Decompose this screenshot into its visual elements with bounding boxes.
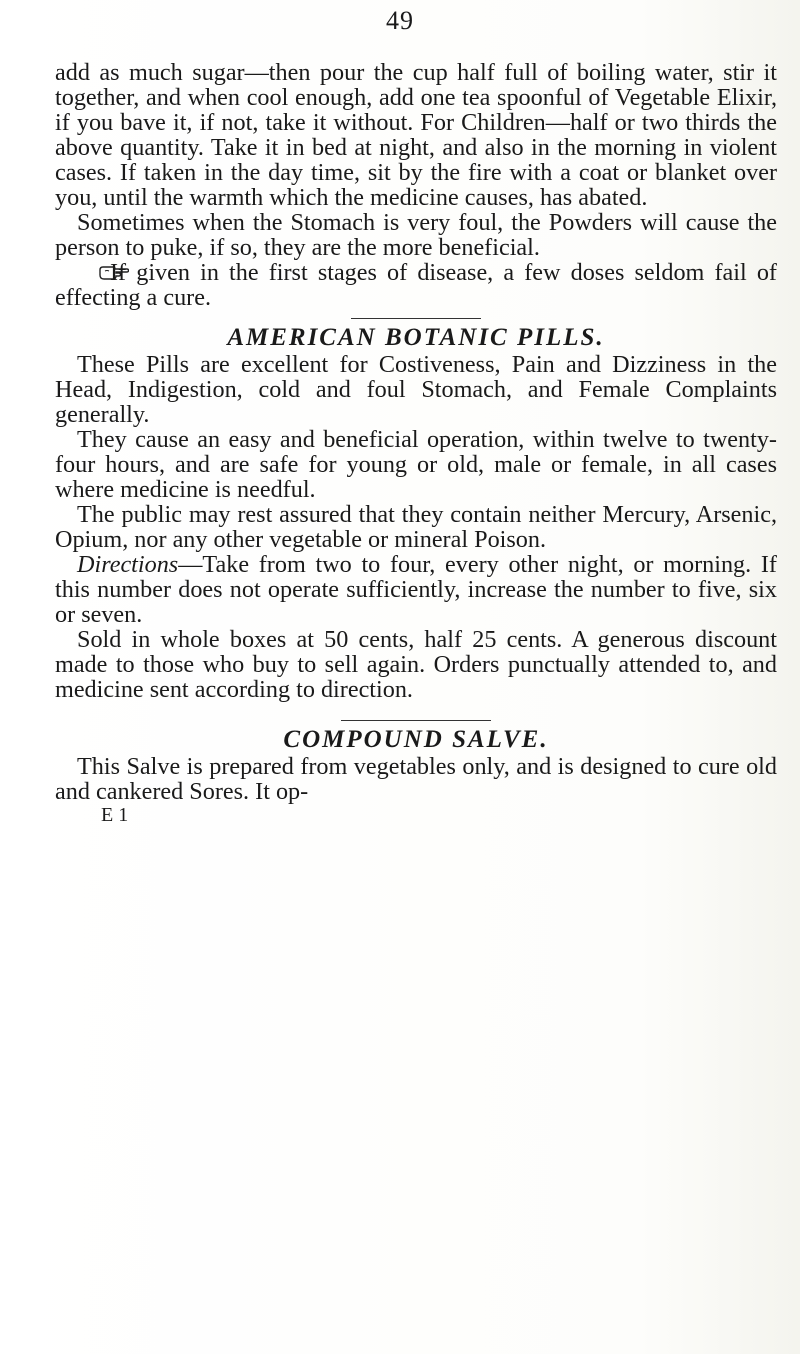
section-divider bbox=[341, 720, 491, 721]
paragraph-pills-ingredients: The public may rest assured that they contain neither Mercury, Arsenic, Opium, nor any other vegetable or mineral Poison. bbox=[55, 501, 777, 553]
heading-botanic-pills: AMERICAN BOTANIC PILLS. bbox=[227, 324, 605, 351]
paragraph-stomach-note: Sometimes when the Stomach is very foul, the Powders will cause the person to puke, if so, they are the more beneficial. bbox=[55, 209, 777, 261]
paragraph-early-stages bbox=[55, 260, 777, 310]
directions-label: Directions bbox=[77, 551, 179, 578]
directions-text: —Take from two to four, every other night, or morning. If this number does not operate sufficiently, increase the number to five, six or seven. bbox=[55, 551, 777, 628]
page-number: 49 bbox=[386, 6, 414, 35]
paragraph-salve-intro: This Salve is prepared from vegetables only, and is designed to cure old and cankered Sores. It op- bbox=[55, 753, 777, 805]
paragraph-pills-pricing: Sold in whole boxes at 50 cents, half 25 cents. A generous discount made to those who buy to sell again. Orders punctually attended to, and medicine sent according to direction. bbox=[55, 626, 777, 703]
paragraph-pills-directions bbox=[55, 552, 777, 627]
signature-mark: E 1 bbox=[101, 804, 129, 826]
paragraph-pills-operation: They cause an easy and beneficial operation, within twelve to twenty-four hours, and are safe for young or old, male or female, in all cases where medicine is needful. bbox=[55, 426, 777, 503]
paragraph-powders-directions: add as much sugar—then pour the cup half full of boiling water, stir it together, and when cool enough, add one tea spoonful of Vegetable Elixir, if you bave it, if not, take it without. For Children—half or two thirds the above quantity. Take it in bed at night, and also in the morning in violent cases. If taken in the day time, sit by the fire with a coat or blanket over you, until the warmth which the medicine causes, has abated. bbox=[55, 59, 777, 211]
page-text bbox=[55, 60, 777, 826]
section-divider bbox=[351, 318, 481, 319]
paragraph-pills-uses: These Pills are excellent for Costiveness, Pain and Dizziness in the Head, Indigestion, cold and foul Stomach, and Female Complaints generally. bbox=[55, 351, 777, 428]
early-stages-text: If given in the first stages of disease, a few doses seldom fail of effecting a cure. bbox=[55, 259, 777, 311]
manicule-icon bbox=[77, 261, 107, 277]
heading-compound-salve: COMPOUND SALVE. bbox=[283, 726, 549, 753]
